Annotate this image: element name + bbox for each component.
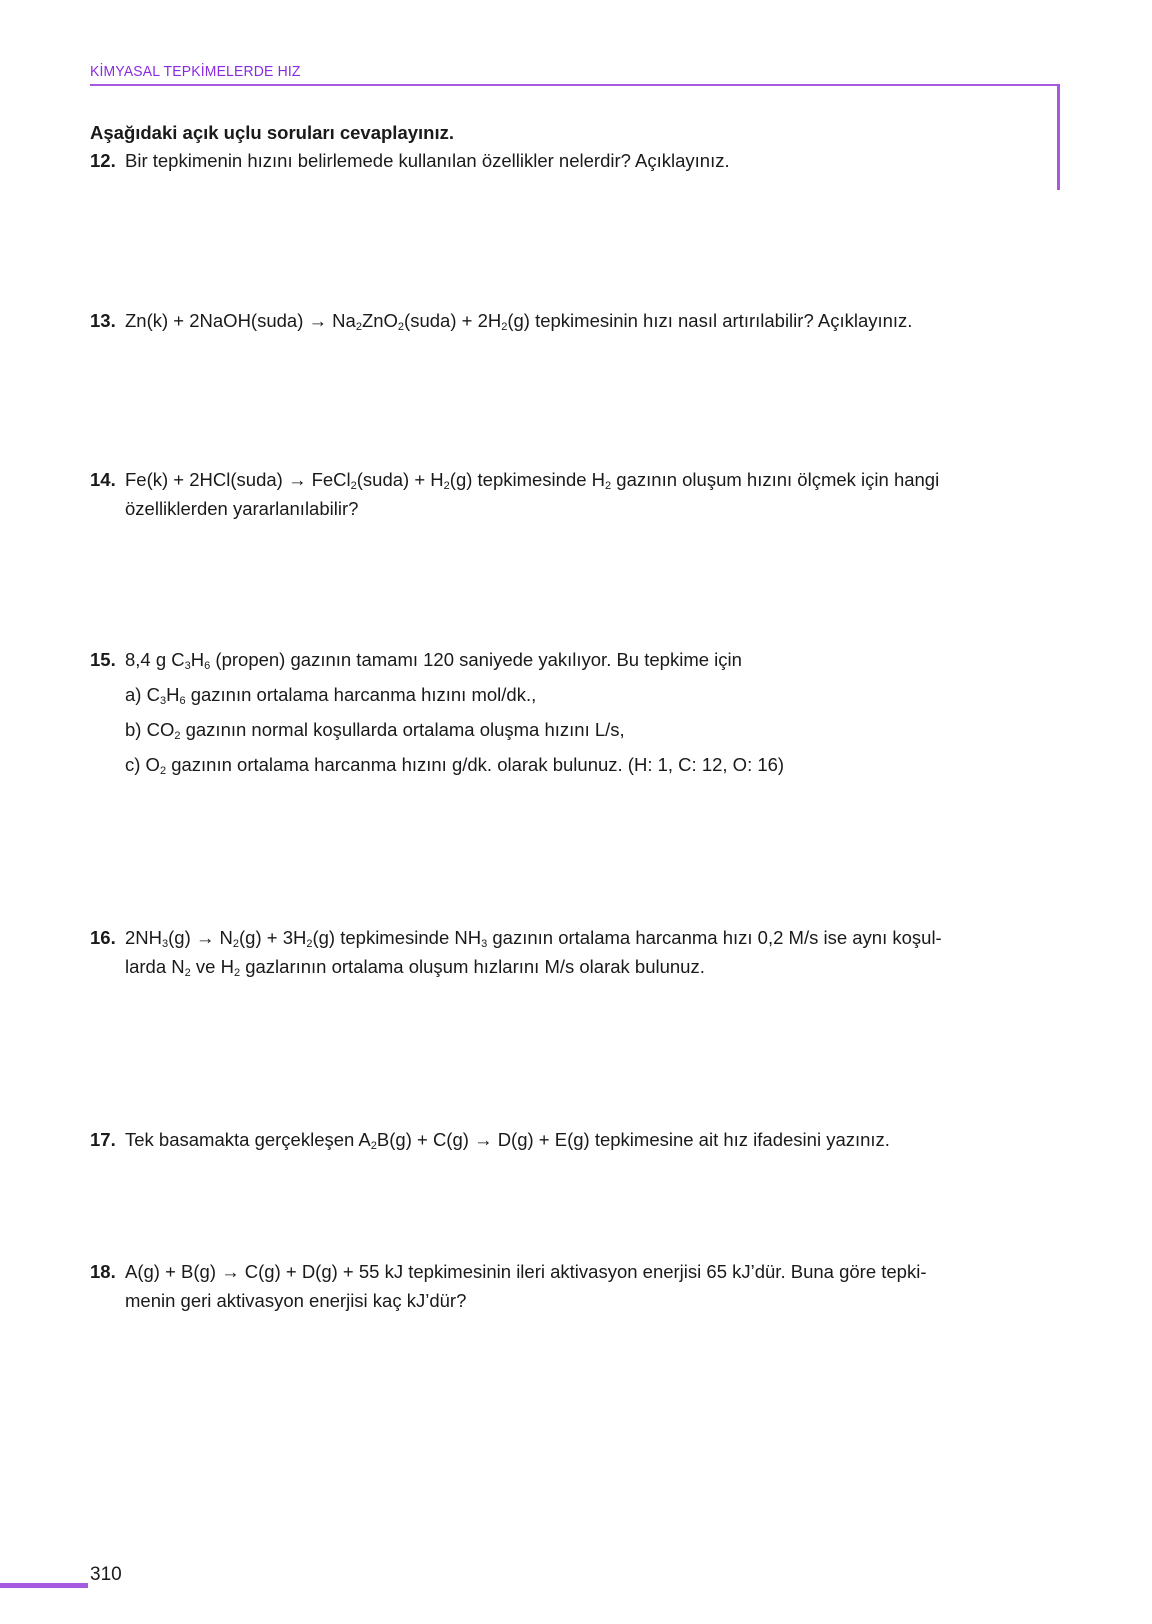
footer-accent-bar: [0, 1583, 88, 1588]
question-15: [90, 645, 1050, 779]
sub-question-b: b) $CO_2$ gazının normal koşullarda ortalama oluşma hızını L/s,: [125, 719, 625, 742]
sub-question-a: a) $C_3H_6$ gazının ortalama harcanma hızını mol/dk.,: [125, 684, 537, 707]
question-number: 16.: [90, 927, 116, 948]
question-text: 8,4 g $C_3H_6$ (propen) gazının tamamı 120 saniyede yakılıyor. Bu tepkime için a) $C_3H_6$ gazının ortalama harcanma hızını mol/dk., b) $CO_2$ gazının normal koşullarda ortalama oluşma hızını L/s, c) $O_2$ gazının ortalama harcanma hızını g/dk. olarak bulunuz. (H: 1, C: 12, O: 16): [125, 645, 1050, 779]
question-17: [90, 1125, 1050, 1154]
question-number: 12.: [90, 150, 116, 171]
question-number: 14.: [90, 469, 116, 490]
page-number: 310: [90, 1564, 122, 1585]
page-header-title: KİMYASAL TEPKİMELERDE HIZ: [90, 63, 301, 80]
header-rule: [90, 84, 1059, 86]
question-number: 15.: [90, 649, 116, 670]
question-14: [90, 465, 1050, 523]
question-number: 18.: [90, 1261, 116, 1282]
header-side-rule: [1057, 84, 1060, 190]
question-text: A(g) + B(g) → C(g) + D(g) + 55 kJ tepkimesinin ileri aktivasyon enerjisi 65 kJ’dür. Buna göre tepki- menin geri aktivasyon enerjisi kaç kJ’dür?: [125, 1261, 927, 1311]
question-18: [90, 1257, 1050, 1315]
question-number: 17.: [90, 1129, 116, 1150]
question-16: [90, 923, 1050, 981]
question-text: Zn(k) + 2NaOH(suda) → $Na_2ZnO_2(suda) + 2H_2(g)$ tepkimesinin hızı nasıl artırılabilir? Açıklayınız.: [125, 310, 913, 333]
question-number: 13.: [90, 310, 116, 331]
question-text: Bir tepkimenin hızını belirlemede kullanılan özellikler nelerdir? Açıklayınız.: [125, 150, 730, 171]
question-text: Tek basamakta gerçekleşen $A_2B(g) + C(g) \to D(g) + E(g)$ tepkimesine ait hız ifadesini yazınız.: [125, 1129, 890, 1152]
question-text: Fe(k) + 2HCl(suda) → FeCl$_2$(suda) + $H_2(g)$ tepkimesinde $H_2$ gazının oluşum hızını ölçmek için hangi özelliklerden yararlanılabilir?: [125, 469, 940, 519]
instruction-heading: Aşağıdaki açık uçlu soruları cevaplayınız.: [90, 122, 454, 143]
question-text: $2NH_3(g) \to N_2(g) + 3H_2(g)$ tepkimesinde $NH_3$ gazının ortalama harcanma hızı 0,2 M/s ise aynı koşul- larda $N_2$ ve $H_2$ gazlarının ortalama oluşum hızlarını M/s olarak bulunuz.: [125, 927, 942, 979]
sub-question-c: c) $O_2$ gazının ortalama harcanma hızını g/dk. olarak bulunuz. (H: 1, C: 12, O: 16): [125, 754, 785, 777]
question-12: [90, 146, 1050, 175]
question-13: [90, 306, 1050, 335]
